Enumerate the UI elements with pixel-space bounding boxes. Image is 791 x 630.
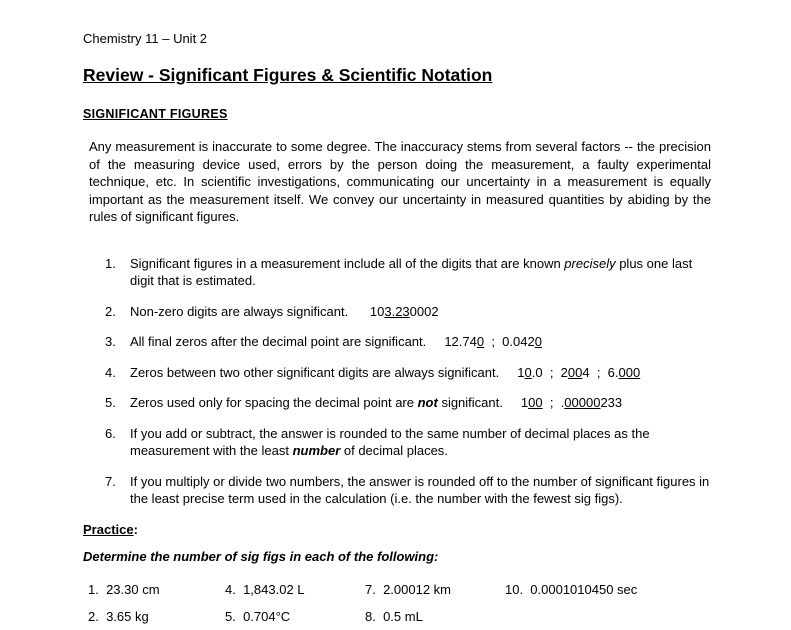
rule-number: 7. <box>105 473 116 489</box>
text-segment: All final zeros after the decimal point are significant. <box>130 334 445 349</box>
rules-list <box>83 255 711 508</box>
text-segment: number <box>292 443 341 458</box>
text-segment: 12.74 <box>444 334 477 349</box>
rule-text <box>130 333 711 351</box>
rule-text <box>130 473 711 508</box>
practice-row-1 <box>83 581 711 599</box>
practice-item: 8. 0.5 mL <box>365 609 423 624</box>
practice-item: 4. 1,843.02 L <box>225 581 305 597</box>
text-segment: Significant figures in a measurement include all of the digits that are known <box>130 255 565 271</box>
rule-number: 3. <box>105 334 116 349</box>
practice-heading-colon: : <box>133 521 138 537</box>
text-segment: If you multiply or divide two numbers, the answer is rounded off to the number of significant figures in the least precise term used in the calculation (i.e. the number with the fewest sig figs). <box>130 473 713 506</box>
text-segment: If you add or subtract, the answer is rounded to the same number of decimal places as the measurement with the least <box>130 425 654 458</box>
rule-number: 5. <box>105 395 116 410</box>
text-segment: .0 ; 2 <box>531 364 568 380</box>
practice-item: 7. 2.00012 km <box>365 581 451 597</box>
rule-item <box>83 394 711 412</box>
text-segment: 0 <box>534 334 542 349</box>
practice-item: 10. 0.0001010450 sec <box>505 581 638 597</box>
rule-text <box>130 303 711 321</box>
text-segment: 233 <box>600 395 623 410</box>
text-segment: 10 <box>369 303 385 319</box>
text-segment: not <box>417 395 438 410</box>
rule-text <box>130 255 711 290</box>
rule-number: 4. <box>105 364 116 380</box>
rule-text <box>130 364 711 382</box>
text-segment: 000 <box>618 364 641 380</box>
intro-paragraph: Any measurement is inaccurate to some degree. The inaccuracy stems from several factors -- the precision of the measuring device used, errors by the person doing the measurement, a faulty experimental technique, etc. In scientific investigations, communicating our uncertainty in a measurement is equally important as the measurement itself. We convey our uncertainty in measured quantities by abiding by the rules of significant figures. <box>89 139 711 224</box>
text-segment: 0 <box>524 364 532 380</box>
text-segment: Non-zero digits are always significant. <box>130 303 370 319</box>
text-segment: ; 0.042 <box>484 334 535 349</box>
text-segment: of decimal places. <box>340 443 448 458</box>
text-segment: ; . <box>542 395 565 410</box>
rule-item <box>83 333 711 351</box>
practice-item: 2. 3.65 kg <box>88 609 149 624</box>
practice-heading <box>83 522 711 537</box>
text-segment: 1 <box>520 395 529 410</box>
doc-header: Chemistry 11 – Unit 2 <box>83 31 208 46</box>
text-segment: significant. <box>437 395 521 410</box>
rule-text <box>130 394 711 412</box>
text-segment: 0 <box>476 334 485 349</box>
rule-number: 2. <box>105 303 116 319</box>
text-segment: 0002 <box>409 303 439 319</box>
text-segment: Zeros between two other significant digits are always significant. <box>130 364 518 380</box>
practice-item: 1. 23.30 cm <box>88 581 160 597</box>
rule-item <box>83 425 711 460</box>
practice-row-2 <box>83 608 711 626</box>
rule-number: 1. <box>105 255 116 271</box>
text-segment: 00 <box>528 395 543 410</box>
doc-title: Review - Significant Figures & Scientific Notation <box>83 65 493 85</box>
rule-item <box>83 255 711 290</box>
rule-item <box>83 473 711 508</box>
text-segment: plus one last digit that is estimated. <box>130 255 696 288</box>
text-segment: 00000 <box>564 395 601 410</box>
text-segment: 3.23 <box>384 303 410 319</box>
rule-item <box>83 303 711 321</box>
practice-heading-text: Practice <box>83 521 134 537</box>
text-segment: 4 ; 6. <box>582 364 619 380</box>
practice-subheading: Determine the number of sig figs in each of the following: <box>83 548 439 564</box>
text-segment: 00 <box>567 364 583 380</box>
rule-item <box>83 364 711 382</box>
text-segment: 1 <box>517 364 525 380</box>
text-segment: precisely <box>564 255 616 271</box>
section-heading: SIGNIFICANT FIGURES <box>83 107 228 121</box>
practice-item: 5. 0.704°C <box>225 609 291 624</box>
text-segment: Zeros used only for spacing the decimal point are <box>130 395 418 410</box>
rule-number: 6. <box>105 425 116 441</box>
rule-text <box>130 425 711 460</box>
